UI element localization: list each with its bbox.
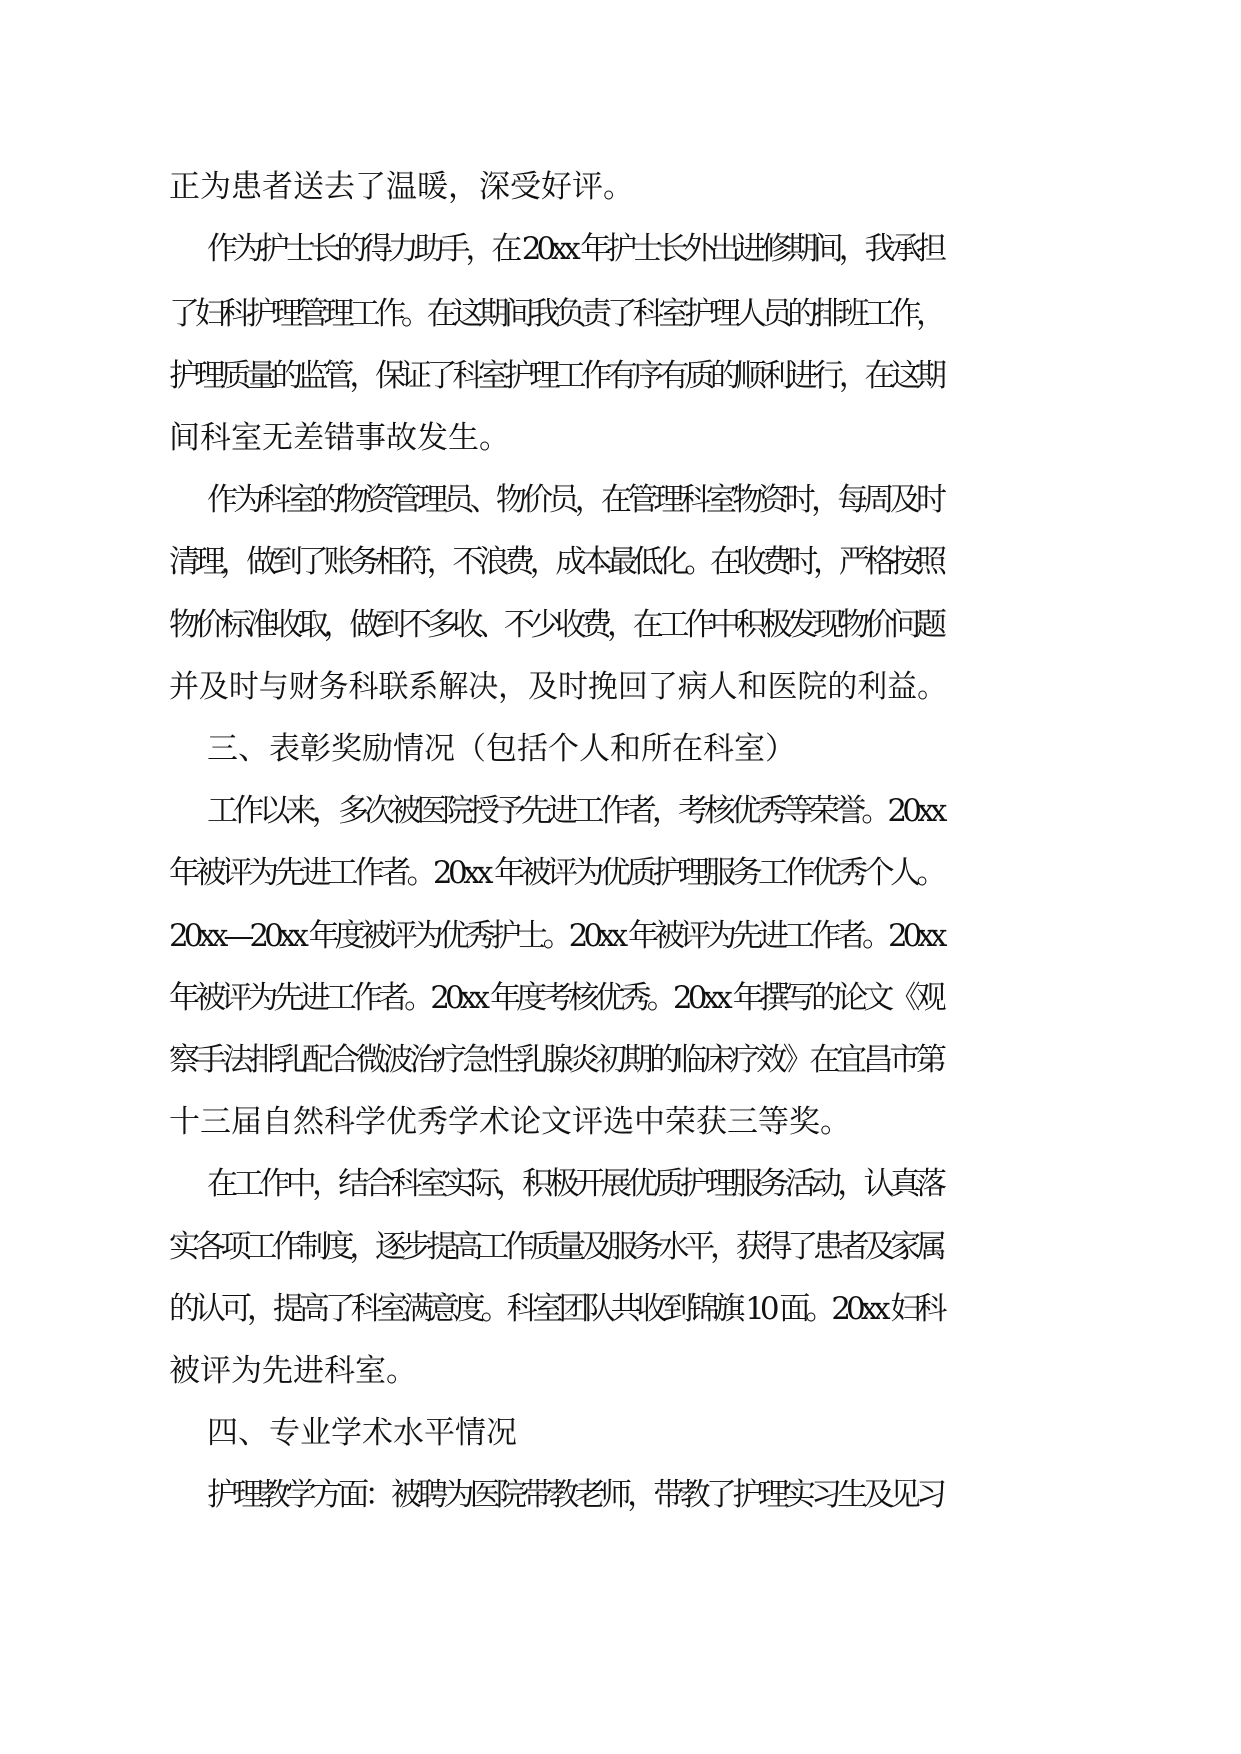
text-line: 正为患者送去了温暖，深受好评。 <box>169 169 634 205</box>
text-line: 在工作中，结合科室实际，积极开展优质护理服务活动，认真落 <box>207 1166 943 1202</box>
text-line: 的认可，提高了科室满意度。科室团队共收到锦旗 10 面。20xx 妇科 <box>169 1291 943 1327</box>
text-line: 察手法排乳配合微波治疗急性乳腺炎初期的临床疗效》在宜昌市第 <box>169 1042 943 1078</box>
text-line: 护理教学方面：被聘为医院带教老师，带教了护理实习生及见习 <box>207 1477 943 1513</box>
text-line: 实各项工作制度，逐步提高工作质量及服务水平，获得了患者及家属 <box>169 1229 942 1265</box>
section-heading: 四、专业学术水平情况 <box>207 1415 517 1451</box>
text-line: 被评为先进科室。 <box>169 1353 417 1389</box>
text-line: 物价标准收取，做到不多收、不少收费，在工作中积极发现物价问题 <box>169 607 942 643</box>
text-line: 护理质量的监管，保证了科室护理工作有序有质的顺利进行，在这期 <box>169 358 942 394</box>
section-heading: 三、表彰奖励情况（包括个人和所在科室） <box>207 731 796 767</box>
text-line: 年被评为先进工作者。20xx 年被评为优质护理服务工作优秀个人。 <box>169 855 943 891</box>
text-line: 了妇科护理管理工作。在这期间我负责了科室护理人员的排班工作， <box>169 296 942 332</box>
text-line: 作为护士长的得力助手，在 20xx 年护士长外出进修期间，我承担 <box>207 231 942 267</box>
text-line: 间科室无差错事故发生。 <box>169 420 510 456</box>
text-line: 年被评为先进工作者。20xx 年度考核优秀。20xx 年撰写的论文《观 <box>169 980 942 1016</box>
text-line: 并及时与财务科联系解决，及时挽回了病人和医院的利益。 <box>169 669 948 705</box>
text-line: 20xx—20xx 年度被评为优秀护士。20xx 年被评为先进工作者。20xx <box>169 918 943 954</box>
text-line: 作为科室的物资管理员、物价员，在管理科室物资时，每周及时 <box>207 482 943 518</box>
text-line: 工作以来，多次被医院授予先进工作者，考核优秀等荣誉。20xx <box>207 793 943 829</box>
text-line: 清理，做到了账务相符，不浪费，成本最低化。在收费时，严格按照 <box>169 544 942 580</box>
text-line: 十三届自然科学优秀学术论文评选中荣获三等奖。 <box>169 1104 851 1140</box>
